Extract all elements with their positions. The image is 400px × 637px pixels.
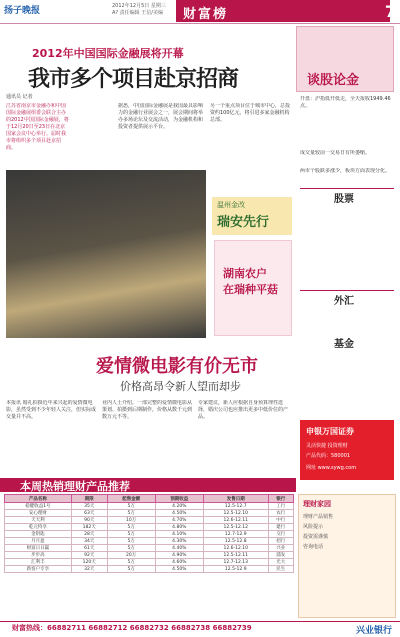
finance-ad-line: 风险提示 bbox=[303, 524, 324, 530]
table-cell: 92天 bbox=[71, 552, 107, 559]
table-cell: 12.5-12.11 bbox=[203, 552, 268, 559]
table-cell: 汇利丰 bbox=[5, 559, 72, 566]
side-rule-1 bbox=[300, 188, 394, 189]
photo-caption-box bbox=[214, 240, 292, 336]
table-cell: 120天 bbox=[71, 559, 107, 566]
table-cell: 工行 bbox=[268, 503, 293, 510]
side-section-forex: 外汇 bbox=[334, 296, 354, 307]
table-cell: 90天 bbox=[71, 517, 107, 524]
table-cell: 4.70% bbox=[155, 517, 203, 524]
side-section-stocks: 股票 bbox=[334, 194, 354, 205]
brokerage-ad-line-3: 网址 www.sywg.com bbox=[306, 465, 357, 471]
table-row bbox=[5, 503, 294, 510]
table-cell: 12.5-12.9 bbox=[203, 566, 268, 573]
table-cell: 兴业 bbox=[268, 545, 293, 552]
table-cell: 5万 bbox=[107, 566, 155, 573]
brokerage-ad[interactable] bbox=[300, 420, 394, 480]
table-row bbox=[5, 559, 294, 566]
table-row bbox=[5, 517, 294, 524]
table-cell: 4.50% bbox=[155, 510, 203, 517]
column-header: 发售日期 bbox=[203, 495, 268, 503]
table-cell: 35天 bbox=[71, 503, 107, 510]
dateline: 2012年12月5日 星期三 bbox=[112, 3, 166, 9]
masthead: 扬子晚报 bbox=[4, 6, 41, 16]
column-header: 起售金额 bbox=[107, 495, 155, 503]
lead-col-2: 据悉，中国国际金融展是我国最具影响力的金融行业展会之一，展会期间将举办多场论坛及交流活动，为金融机构和投资者提供展示平台。 bbox=[118, 103, 204, 130]
side-market-line-1: 开盘：沪指低开低走，全天报收1949.46点。 bbox=[300, 96, 391, 109]
table-cell: 32天 bbox=[71, 566, 107, 573]
story2-headline: 爱情微电影有价无市 bbox=[96, 356, 258, 377]
table-cell: 稳健收益1号 bbox=[5, 503, 72, 510]
table-cell: 民生 bbox=[268, 566, 293, 573]
story2-col-2: 业内人士介绍，一部完整的爱情微电影从策划、拍摄到后期制作，价格从数千元到数万元不等。 bbox=[102, 400, 193, 420]
side-rule-2 bbox=[300, 290, 394, 291]
table-header-row bbox=[5, 495, 294, 503]
table-cell: 中行 bbox=[268, 517, 293, 524]
finance-ad-line: 投资需谨慎 bbox=[303, 534, 329, 540]
table-cell: 12.5-12.12 bbox=[203, 524, 268, 531]
table-cell: 5万 bbox=[107, 559, 155, 566]
table-cell: 12.5-12.10 bbox=[203, 510, 268, 517]
table-cell: 4.90% bbox=[155, 552, 203, 559]
sponsor-logo: 兴业银行 bbox=[355, 626, 392, 636]
table-cell: 5万 bbox=[107, 503, 155, 510]
table-cell: 28天 bbox=[71, 531, 107, 538]
table-cell: 光大 bbox=[268, 559, 293, 566]
table-cell: 金钥匙 bbox=[5, 531, 72, 538]
table-cell: 4.10% bbox=[155, 531, 203, 538]
table-cell: 4.60% bbox=[155, 559, 203, 566]
brokerage-ad-line-2: 产品代码：580001 bbox=[306, 453, 351, 459]
table-cell: 步步高 bbox=[5, 552, 72, 559]
column-logo-label: 谈股论金 bbox=[307, 73, 360, 88]
table-cell: 61天 bbox=[71, 545, 107, 552]
column-header: 银行 bbox=[268, 495, 293, 503]
table-row bbox=[5, 545, 294, 552]
table-cell: 建行 bbox=[268, 524, 293, 531]
table-title: 本周热销理财产品推荐 bbox=[20, 480, 130, 493]
table-cell: 天天利 bbox=[5, 517, 72, 524]
side-market-line-2: 成交量较前一交易日有所萎缩。 bbox=[300, 150, 371, 156]
table-cell: 34天 bbox=[71, 538, 107, 545]
table-row bbox=[5, 510, 294, 517]
table-cell: 4.50% bbox=[155, 566, 203, 573]
story2-col-3: 专家建议，新人应根据自身预算理性选择，婚庆公司也应推出更多中低价位的产品。 bbox=[198, 400, 289, 420]
mushroom-farm-photo bbox=[6, 170, 206, 338]
table-row bbox=[5, 552, 294, 559]
finance-ad[interactable] bbox=[298, 494, 396, 618]
lead-col-1: 江苏省南京市金融办和中国国际金融展组委会联合主办的2012中国国际金融展，将于12月20日至23日在北京国家会议中心举行。届时我市将组织多个项目赴京招商。 bbox=[6, 103, 69, 151]
page-number: 7 bbox=[384, 2, 396, 21]
table-cell: 乾元特享 bbox=[5, 524, 72, 531]
photo-title-2: 在瑞种平菇 bbox=[223, 283, 278, 296]
table-cell: 5万 bbox=[107, 545, 155, 552]
column-header: 预期收益 bbox=[155, 495, 203, 503]
promo-sub: 温州金改 bbox=[217, 201, 245, 209]
column-header: 期限 bbox=[71, 495, 107, 503]
table-cell: 安心理财 bbox=[5, 510, 72, 517]
table-cell: 5万 bbox=[107, 538, 155, 545]
table-cell: 4.30% bbox=[155, 538, 203, 545]
table-cell: 浦发 bbox=[268, 552, 293, 559]
table-cell: 交行 bbox=[268, 531, 293, 538]
table-cell: 月月盈 bbox=[5, 538, 72, 545]
promo-box bbox=[212, 197, 292, 235]
table-cell: 5万 bbox=[107, 510, 155, 517]
table-cell: 12.6-12.10 bbox=[203, 545, 268, 552]
brokerage-ad-line-1: 灵活快捷 投资理财 bbox=[306, 443, 348, 449]
side-section-fund: 基金 bbox=[334, 339, 354, 350]
side-market-line-3: 两市个股跌多涨少，板块方面表现分化。 bbox=[300, 168, 391, 174]
column-header: 产品名称 bbox=[5, 495, 72, 503]
finance-ad-line: 咨询电话 bbox=[303, 544, 324, 550]
table-cell: 12.5-12.8 bbox=[203, 538, 268, 545]
table-cell: 招行 bbox=[268, 538, 293, 545]
column-logo bbox=[296, 26, 394, 92]
brokerage-ad-title: 申银万国证券 bbox=[306, 427, 354, 436]
table-cell: 4.20% bbox=[155, 503, 203, 510]
table-cell: 财富日日赢 bbox=[5, 545, 72, 552]
finance-ad-title: 理财家园 bbox=[303, 500, 331, 508]
table-cell: 182天 bbox=[71, 524, 107, 531]
table-cell: 农行 bbox=[268, 510, 293, 517]
table-cell: 12.6-12.11 bbox=[203, 517, 268, 524]
lead-headline: 我市多个项目赴京招商 bbox=[28, 67, 239, 92]
table-row bbox=[5, 566, 294, 573]
table-cell: 12.5-12.7 bbox=[203, 503, 268, 510]
dateline-editor: A? 责任编辑 王信/美编 bbox=[112, 10, 163, 16]
products-table bbox=[4, 494, 294, 618]
table-cell: 新客户专享 bbox=[5, 566, 72, 573]
table-row bbox=[5, 538, 294, 545]
photo-title: 湖南农户 bbox=[223, 267, 267, 280]
table-cell: 10万 bbox=[107, 517, 155, 524]
table-cell: 4.40% bbox=[155, 545, 203, 552]
table-cell: 4.80% bbox=[155, 524, 203, 531]
story2-subhead: 价格高昂令新人望而却步 bbox=[120, 380, 241, 393]
finance-hotline: 财富热线：66882711 66882712 66882732 66882738 66882739 bbox=[12, 624, 252, 632]
finance-ad-line: 理财产品销售 bbox=[303, 514, 334, 520]
lead-kicker: 2012年中国国际金融展将开幕 bbox=[32, 47, 184, 60]
table-cell: 12.7-12.9 bbox=[203, 531, 268, 538]
table-row bbox=[5, 524, 294, 531]
table-cell: 12.7-12.13 bbox=[203, 559, 268, 566]
table-cell: 63天 bbox=[71, 510, 107, 517]
table-row bbox=[5, 531, 294, 538]
table-cell: 5万 bbox=[107, 524, 155, 531]
promo-main: 瑞安先行 bbox=[217, 215, 270, 230]
table-cell: 5万 bbox=[107, 531, 155, 538]
section-name: 财富榜 bbox=[183, 7, 229, 22]
lead-col-3: 另一个重点项目位于城市中心，总投资约100亿元，将引进多家金融机构总部。 bbox=[210, 103, 291, 123]
lead-byline: 通讯员 记者 bbox=[6, 94, 33, 100]
table-cell: 20万 bbox=[107, 552, 155, 559]
story2-col-1: 本报讯 婚礼拍摄近年来兴起的爱情微电影，虽然受到不少年轻人关注，但实际成交量并不高。 bbox=[6, 400, 97, 420]
